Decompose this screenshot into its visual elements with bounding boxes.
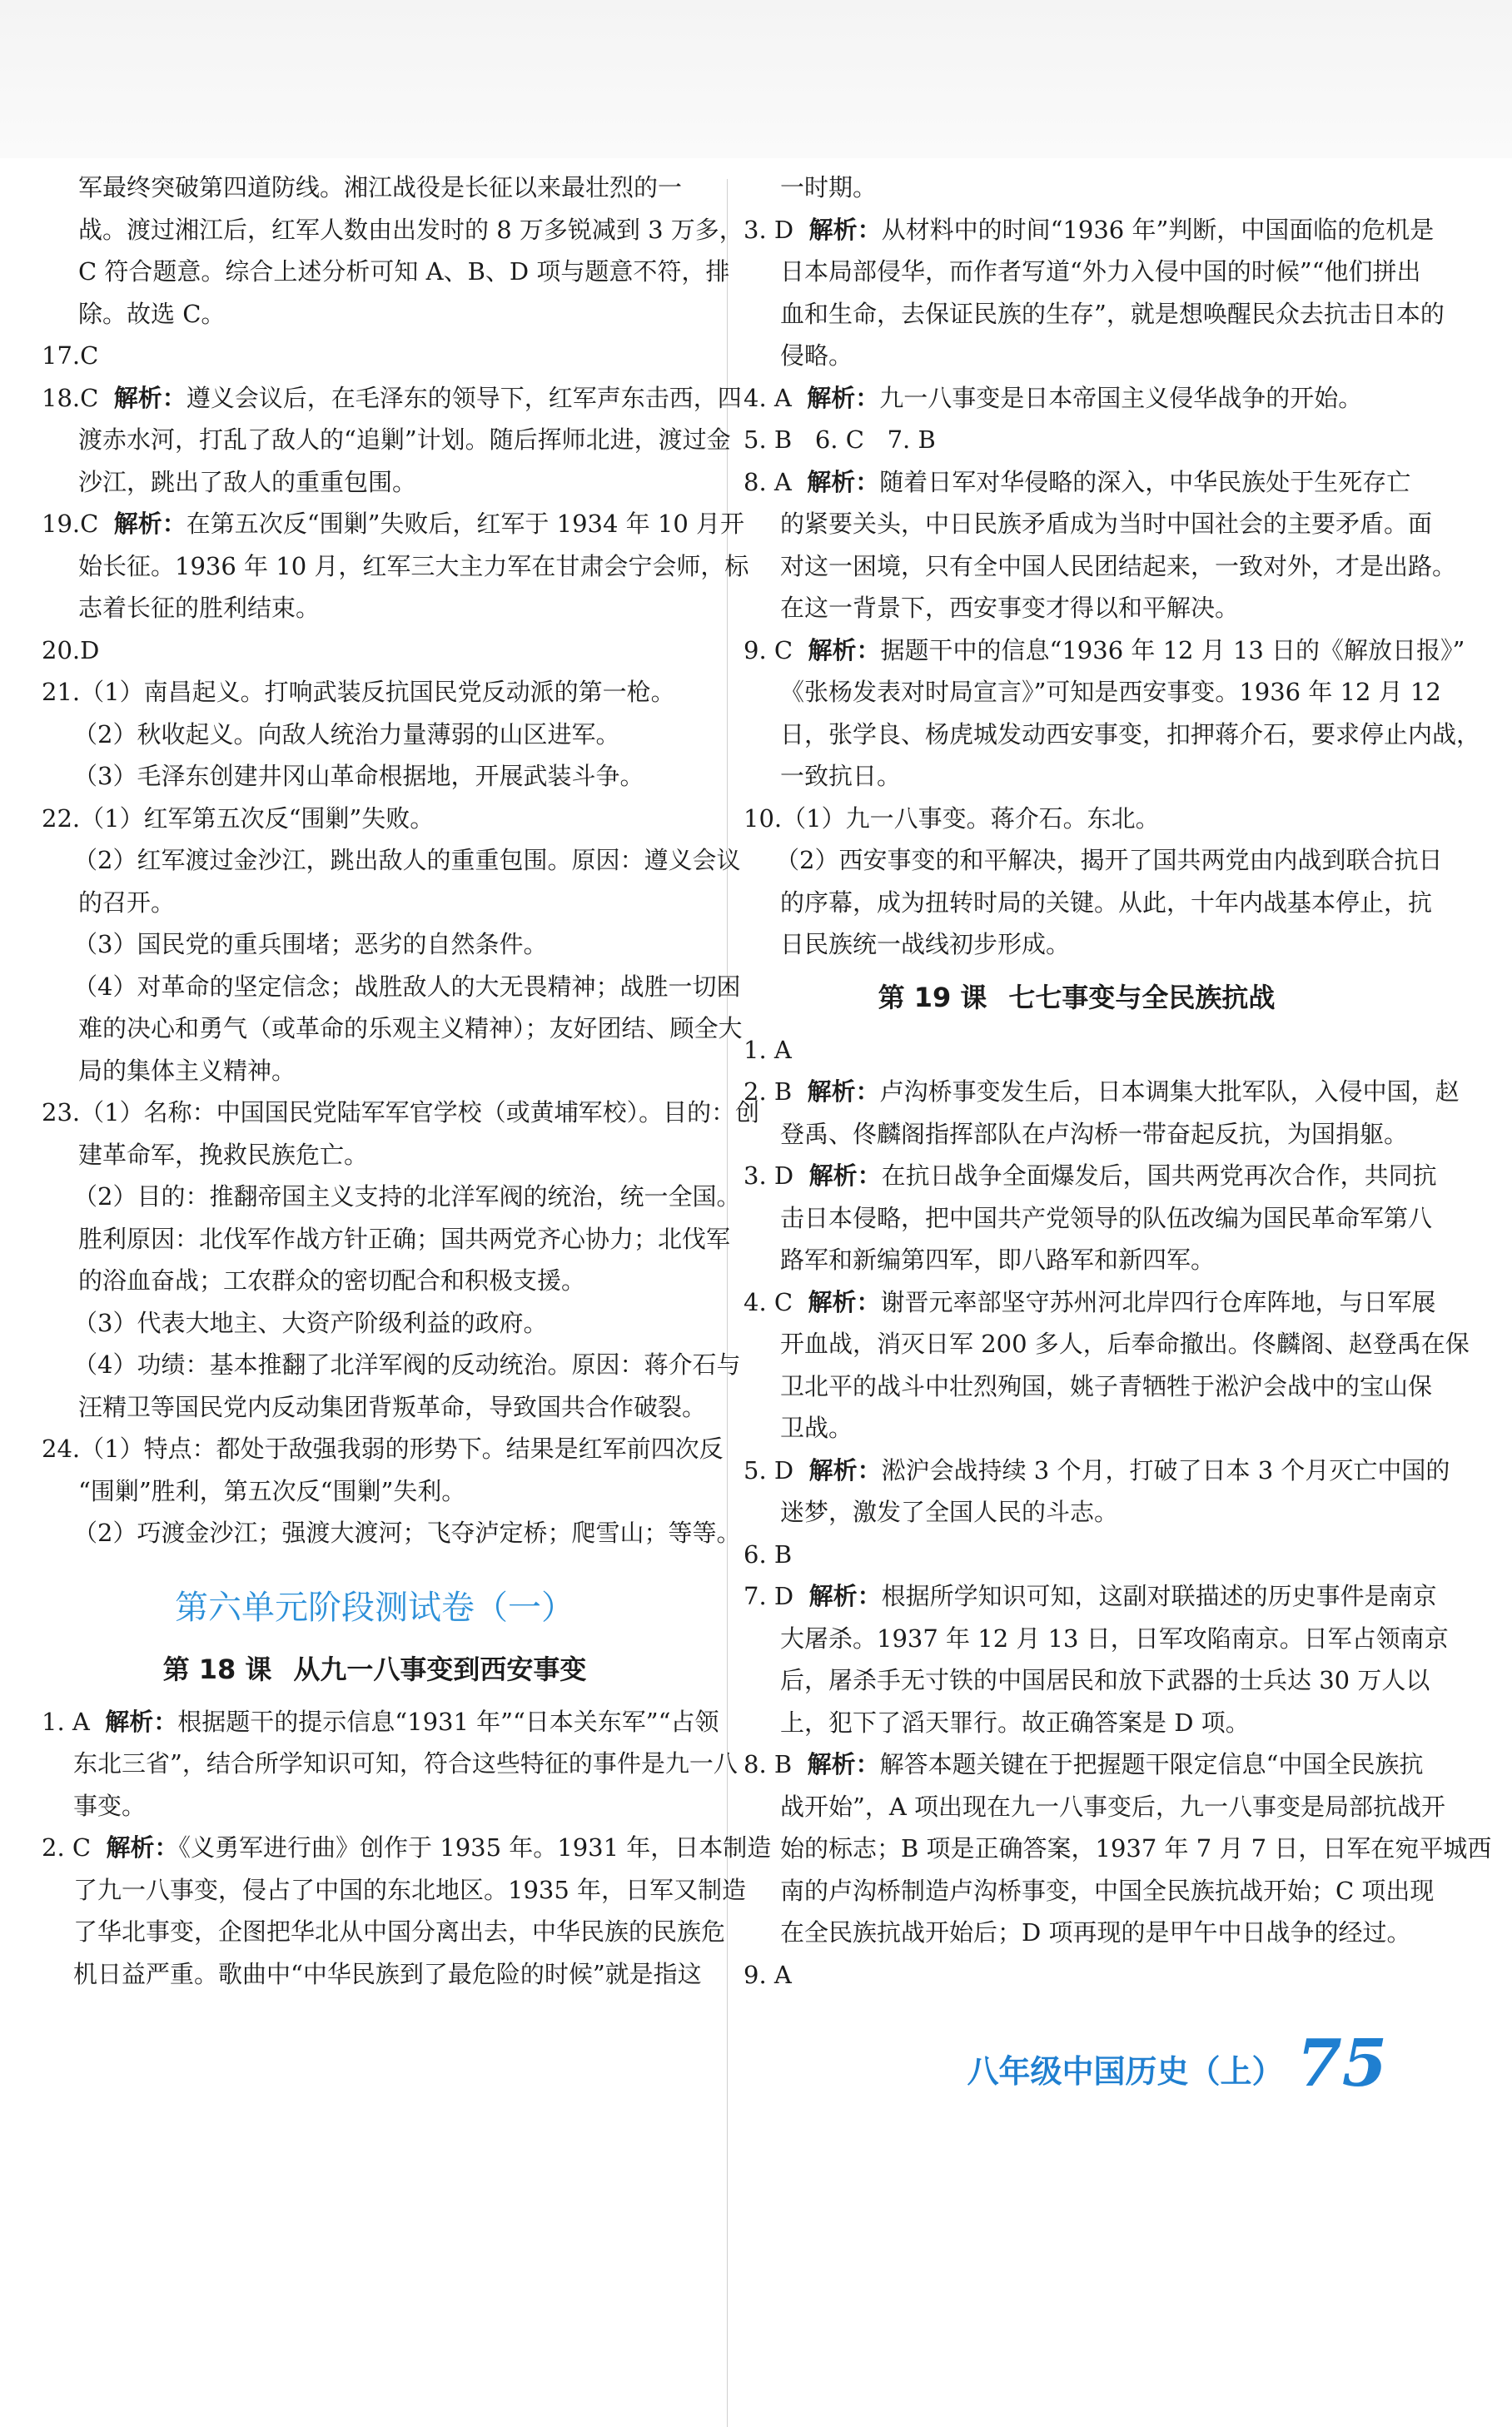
answer-text: 卢沟桥事变发生后，日本调集大批军队，入侵中国，赵: [879, 1077, 1460, 1106]
answer-text: 在抗日战争全面爆发后，国共两党再次合作，共同抗: [881, 1161, 1437, 1190]
text-line: （2）西安事变的和平解决，揭开了国共两党由内战到联合抗日: [775, 846, 1443, 874]
l19-answer-5: [744, 1450, 1450, 1492]
text-line: 南的卢沟桥制造卢沟桥事变，中国全民族抗战开始；C 项出现: [780, 1876, 1435, 1905]
l19-answer-7: [744, 1575, 1437, 1618]
text-line: 军最终突破第四道防线。湘江战役是长征以来最壮烈的一: [78, 173, 683, 201]
analysis-keyword: 解析：: [113, 510, 187, 538]
lesson-name: 从九一八事变到西安事变: [293, 1653, 587, 1685]
text-line: 建革命军，挽救民族危亡。: [78, 1140, 369, 1169]
answer-3: [744, 209, 1435, 251]
analysis-keyword: 解析：: [808, 1455, 882, 1485]
answer-text: 《义勇军进行曲》创作于 1935 年。1931 年，日本制造: [178, 1833, 772, 1862]
text-line: 志着长征的胜利结束。: [78, 594, 321, 622]
text-line: （4）功绩：基本推翻了北洋军阀的反动统治。原因：蒋介石与: [73, 1350, 741, 1379]
answer-label: 4. C: [744, 1287, 793, 1316]
analysis-keyword: 解析：: [808, 1582, 882, 1610]
l19-answer-4: [744, 1281, 1436, 1324]
text-line: 卫战。: [780, 1414, 853, 1442]
answer-21: 21.（1）南昌起义。打响武装反抗国民党反动派的第一枪。: [42, 678, 675, 706]
analysis-keyword: 解析：: [105, 1707, 178, 1736]
l19-answer-2: [744, 1071, 1460, 1113]
text-line: 事变。: [73, 1791, 147, 1820]
text-line: （4）对革命的坚定信念；战胜敌人的大无畏精神；战胜一切困: [73, 972, 741, 1001]
answer-8: [744, 461, 1410, 504]
text-line: “围剿”胜利，第五次反“围剿”失利。: [78, 1476, 466, 1505]
lesson-19-title: [744, 966, 1410, 1029]
text-line: 渡赤水河，打乱了敌人的“追剿”计划。随后挥师北进，渡过金: [78, 425, 731, 454]
text-line: 胜利原因：北伐军作战方针正确；国共两党齐心协力；北伐军: [78, 1224, 731, 1253]
answer-text: 据题干中的信息“1936 年 12 月 13 日的《解放日报》”: [880, 635, 1465, 664]
l19-answer-8: [744, 1743, 1424, 1786]
analysis-keyword: 解析：: [807, 383, 880, 412]
answer-9: [744, 629, 1465, 672]
text-line: 路军和新编第四军，即八路军和新四军。: [780, 1246, 1216, 1274]
answer-label: 2. B: [744, 1077, 793, 1106]
lesson-number: 第 18 课: [162, 1653, 272, 1685]
text-line: 大屠杀。1937 年 12 月 13 日，日军攻陷南京。日军占领南京: [780, 1624, 1449, 1653]
text-line: 开血战，消灭日军 200 多人，后奉命撤出。佟麟阁、赵登禹在保: [780, 1330, 1470, 1358]
text-line: 难的决心和勇气（或革命的乐观主义精神）；友好团结、顾全大: [78, 1014, 743, 1042]
text-line: 一致抗日。: [780, 762, 902, 790]
text-line: 血和生命，去保证民族的生存”，就是想唤醒民众去抗击日本的: [780, 299, 1445, 328]
text-line: 汪精卫等国民党内反动集团背叛革命，导致国共合作破裂。: [78, 1392, 707, 1421]
text-line: （2）目的：推翻帝国主义支持的北洋军阀的统治，统一全国。: [73, 1182, 741, 1211]
text-line: （3）代表大地主、大资产阶级利益的政府。: [73, 1308, 548, 1337]
unit-title: 第六单元阶段测试卷（一）: [175, 1588, 574, 1627]
analysis-keyword: 解析：: [106, 1833, 179, 1862]
text-line: （2）红军渡过金沙江，跳出敌人的重重包围。原因：遵义会议: [73, 846, 741, 874]
scan-top-margin: [0, 0, 1512, 158]
l19-answer-6: 6. B: [744, 1539, 793, 1569]
answer-text: 根据所学知识可知，这副对联描述的历史事件是南京: [881, 1582, 1437, 1610]
text-line: 的浴血奋战；工农群众的密切配合和积极支援。: [78, 1266, 586, 1295]
text-line: 卫北平的战斗中壮烈殉国，姚子青牺牲于淞沪会战中的宝山保: [780, 1371, 1433, 1400]
text-line: 在这一背景下，西安事变才得以和平解决。: [780, 594, 1240, 622]
text-line: 了九一八事变，侵占了中国的东北地区。1935 年，日军又制造: [73, 1875, 747, 1904]
answer-text: 谢晋元率部坚守苏州河北岸四行仓库阵地，与日军展: [880, 1287, 1436, 1316]
text-line: 始的标志；B 项是正确答案，1937 年 7 月 7 日，日军在宛平城西: [780, 1834, 1492, 1863]
text-line: 侵略。: [780, 341, 853, 370]
answer-label: 3. D: [744, 1161, 794, 1190]
page-footer: [967, 2026, 1387, 2101]
answer-label: 5. D: [744, 1455, 794, 1485]
text-line: 日本局部侵华，而作者写道“外力入侵中国的时候”“他们拼出: [780, 257, 1421, 286]
answer-10: 10.（1）九一八事变。蒋介石。东北。: [744, 803, 1160, 833]
text-line: 一时期。: [780, 173, 878, 201]
answer-label: 9. C: [744, 635, 793, 664]
answer-23: 23.（1）名称：中国国民党陆军军官学校（或黄埔军校）。目的：创: [42, 1098, 760, 1126]
answers-5-7: 5. B 6. C 7. B: [744, 425, 936, 454]
text-line: 的序幕，成为扭转时局的关键。从此，十年内战基本停止，抗: [780, 888, 1433, 917]
text-line: 战开始”，A 项出现在九一八事变后，九一八事变是局部抗战开: [780, 1792, 1445, 1821]
analysis-keyword: 解析：: [808, 635, 881, 664]
text-line: 在全民族抗战开始后；D 项再现的是甲午中日战争的经过。: [780, 1918, 1411, 1947]
text-line: 战。渡过湘江后，红军人数由出发时的 8 万多锐减到 3 万多，: [78, 215, 744, 244]
analysis-keyword: 解析：: [807, 467, 880, 496]
l19-answer-9: 9. A: [744, 1960, 792, 1989]
text-line: （2）秋收起义。向敌人统治力量薄弱的山区进军。: [73, 719, 620, 748]
text-line: 局的集体主义精神。: [78, 1056, 296, 1085]
answer-text: 遵义会议后，在毛泽东的领导下，红军声东击西，四: [186, 383, 742, 412]
text-line: 后，屠杀手无寸铁的中国居民和放下武器的士兵达 30 万人以: [780, 1666, 1430, 1694]
text-line: 沙江，跳出了敌人的重重包围。: [78, 467, 417, 496]
lesson-name: 七七事变与全民族抗战: [1008, 981, 1276, 1013]
answer-label: 19.C: [42, 510, 99, 538]
text-line: 除。故选 C。: [78, 299, 226, 328]
l18-answer-1: [42, 1701, 719, 1743]
text-line: 的召开。: [78, 888, 176, 917]
answer-label: 4. A: [744, 383, 792, 412]
answer-text: 随着日军对华侵略的深入，中华民族处于生死存亡: [879, 467, 1411, 496]
text-line: （3）国民党的重兵围堵；恶劣的自然条件。: [73, 930, 548, 958]
text-line: 了华北事变，企图把华北从中国分离出去，中华民族的民族危: [73, 1917, 726, 1946]
answer-text: 从材料中的时间“1936 年”判断，中国面临的危机是: [881, 215, 1435, 244]
analysis-keyword: 解析：: [808, 1287, 881, 1316]
text-line: 击日本侵略，把中国共产党领导的队伍改编为国民革命军第八: [780, 1203, 1433, 1232]
text-line: C 符合题意。综合上述分析可知 A、B、D 项与题意不符，排: [78, 257, 730, 286]
analysis-keyword: 解析：: [113, 383, 187, 412]
text-line: 东北三省”，结合所学知识可知，符合这些特征的事件是九一八: [73, 1749, 738, 1778]
answer-label: 7. D: [744, 1582, 794, 1610]
answer-4: [744, 377, 1410, 420]
text-line: 的紧要关头，中日民族矛盾成为当时中国社会的主要矛盾。面: [780, 510, 1433, 538]
analysis-keyword: 解析：: [808, 1161, 882, 1190]
text-line: 《张杨发表对时局宣言》”可知是西安事变。1936 年 12 月 12: [780, 678, 1441, 706]
answer-label: 3. D: [744, 215, 794, 244]
book-title: 八年级中国历史（上）: [967, 2053, 1284, 2090]
lesson-number: 第 19 课: [878, 981, 987, 1013]
l18-answer-2: [42, 1827, 772, 1869]
answer-text: 根据题干的提示信息“1931 年”“日本关东军”“占领: [177, 1707, 719, 1736]
answer-label: 18.C: [42, 383, 99, 412]
analysis-keyword: 解析：: [807, 1077, 880, 1106]
text-line: 对这一困境，只有全中国人民团结起来，一致对外，才是出路。: [780, 551, 1457, 580]
answer-text: 在第五次反“围剿”失败后，红军于 1934 年 10 月开: [186, 510, 744, 538]
answer-label: 8. B: [744, 1750, 793, 1778]
text-line: 迷梦，激发了全国人民的斗志。: [780, 1498, 1119, 1526]
text-line: 登禹、佟麟阁指挥部队在卢沟桥一带奋起反抗，为国捐躯。: [780, 1119, 1409, 1148]
answer-17: 17.C: [42, 341, 99, 370]
answer-text: 淞沪会战持续 3 个月，打破了日本 3 个月灭亡中国的: [881, 1455, 1450, 1485]
text-line: （3）毛泽东创建井冈山革命根据地，开展武装斗争。: [73, 762, 644, 790]
lesson-18-title: [42, 1638, 708, 1701]
answer-24: 24.（1）特点：都处于敌强我弱的形势下。结果是红军前四次反: [42, 1435, 724, 1463]
text-line: 机日益严重。歌曲中“中华民族到了最危险的时候”就是指这: [73, 1959, 702, 1988]
l19-answer-1: 1. A: [744, 1035, 792, 1064]
text-line: 始长征。1936 年 10 月，红军三大主力军在甘肃会宁会师，标: [78, 551, 749, 580]
analysis-keyword: 解析：: [807, 1750, 880, 1778]
answer-label: 1. A: [42, 1707, 90, 1736]
answer-18: [42, 377, 742, 420]
answer-text: 九一八事变是日本帝国主义侵华战争的开始。: [879, 383, 1363, 412]
answer-label: 2. C: [42, 1833, 92, 1862]
text-line: （2）巧渡金沙江；强渡大渡河；飞夺泸定桥；爬雪山；等等。: [73, 1519, 741, 1547]
analysis-keyword: 解析：: [808, 215, 882, 244]
l19-answer-3: [744, 1155, 1437, 1197]
answer-label: 8. A: [744, 467, 792, 496]
answer-19: [42, 503, 744, 545]
right-column: [744, 167, 1492, 1996]
answer-22: 22.（1）红军第五次反“围剿”失败。: [42, 803, 435, 833]
text-line: 日，张学良、杨虎城发动西安事变，扣押蒋介石，要求停止内战，: [780, 719, 1481, 748]
answer-text: 解答本题关键在于把握题干限定信息“中国全民族抗: [879, 1750, 1424, 1778]
text-line: 上，犯下了滔天罪行。故正确答案是 D 项。: [780, 1708, 1250, 1737]
page-number: 75: [1296, 2026, 1387, 2101]
answer-20: 20.D: [42, 635, 100, 664]
text-line: 日民族统一战线初步形成。: [780, 930, 1071, 958]
